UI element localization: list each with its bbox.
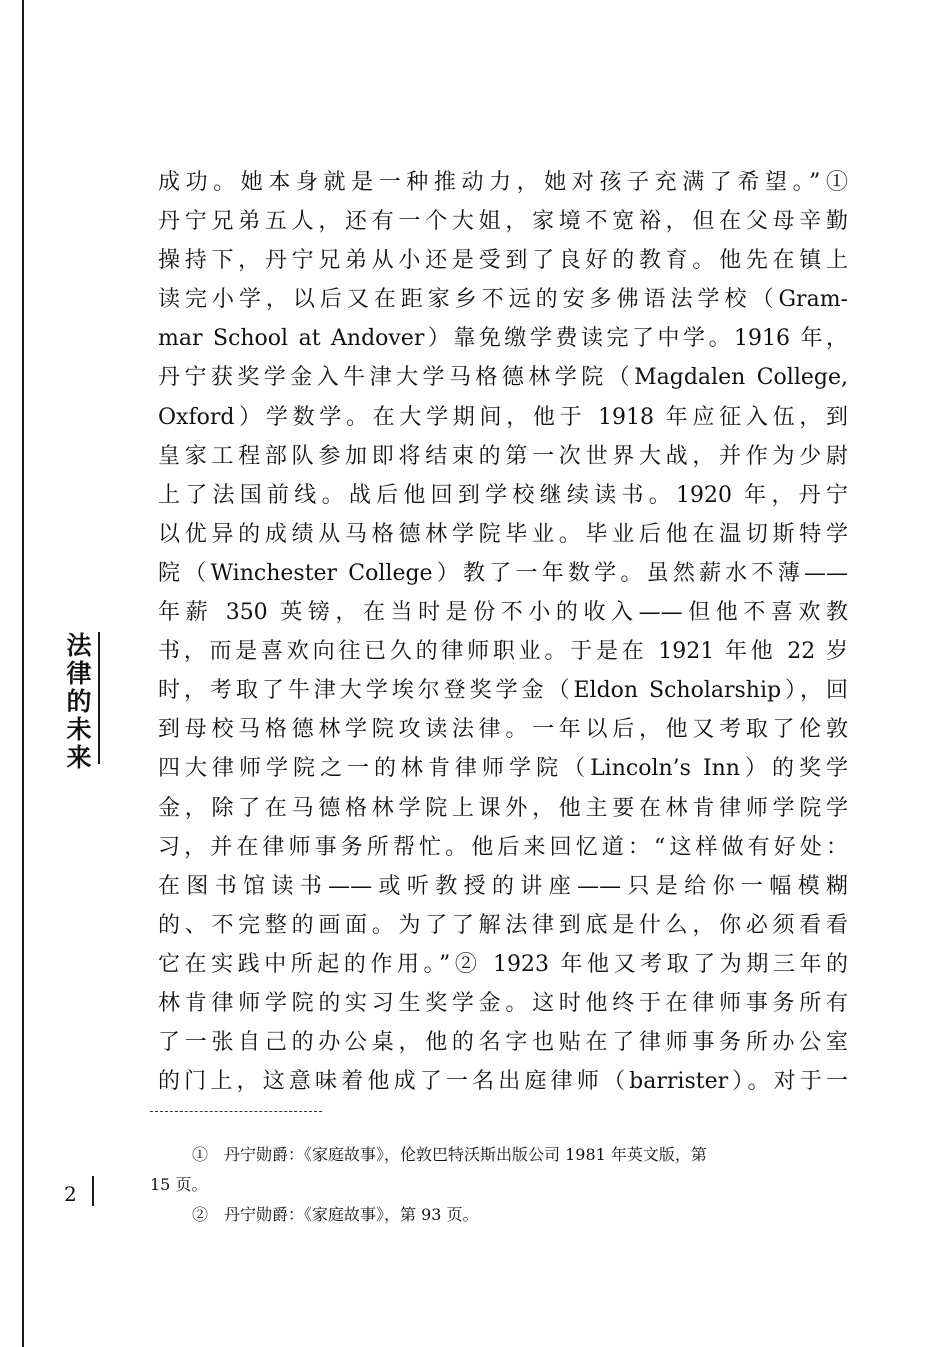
body-line: 到母校马格德林学院攻读法律。一年以后，他又考取了伦敦	[158, 717, 848, 743]
footnote-separator	[150, 1111, 322, 1112]
body-line: mar School at Andover）靠免缴学费读完了中学。1916 年，	[158, 326, 848, 352]
footnotes	[150, 1140, 840, 1230]
footnote-1: ① 丹宁勋爵：《家庭故事》，伦敦巴特沃斯出版公司 1981 年英文版，第	[192, 1145, 707, 1164]
page-number-rule	[92, 1176, 94, 1206]
body-line: 院（Winchester College）教了一年数学。虽然薪水不薄——	[158, 560, 848, 586]
body-line: 成功。她本身就是一种推动力，她对孩子充满了希望。”①	[158, 170, 848, 195]
footnote-1-continuation: 15 页。	[150, 1175, 208, 1194]
body-line: 它在实践中所起的作用。”② 1923 年他又考取了为期三年的	[158, 951, 848, 977]
body-line: Oxford）学数学。在大学期间，他于 1918 年应征入伍，到	[158, 404, 848, 430]
running-title-rule	[98, 632, 100, 764]
body-line: 读完小学，以后又在距家乡不远的安多佛语法学校（Gram-	[158, 287, 848, 313]
body-line: 丹宁获奖学金入牛津大学马格德林学院（Magdalen College,	[158, 365, 848, 391]
body-line: 操持下，丹宁兄弟从小还是受到了良好的教育。他先在镇上	[158, 248, 848, 274]
left-margin-rule	[22, 0, 24, 1347]
body-line: 在图书馆读书——或听教授的讲座——只是给你一幅模糊	[158, 873, 848, 899]
body-line: 林肯律师学院的实习生奖学金。这时他终于在律师事务所有	[158, 990, 848, 1016]
page-number: 2	[64, 1182, 77, 1206]
body-line: 上了法国前线。战后他回到学校继续读书。1920 年，丹宁	[158, 482, 848, 508]
body-text	[158, 163, 848, 1101]
body-line: 年薪 350 英镑，在当时是份不小的收入——但他不喜欢教	[158, 600, 848, 626]
body-line: 了一张自己的办公桌，他的名字也贴在了律师事务所办公室	[158, 1030, 848, 1056]
body-line: 金，除了在马德格林学院上课外，他主要在林肯律师学院学	[158, 795, 848, 821]
body-line: 书，而是喜欢向往已久的律师职业。于是在 1921 年他 22 岁	[158, 639, 848, 665]
body-line: 以优异的成绩从马格德林学院毕业。毕业后他在温切斯特学	[158, 521, 848, 547]
body-line: 的、不完整的画面。为了了解法律到底是什么，你必须看看	[158, 912, 848, 938]
body-line: 皇家工程部队参加即将结束的第一次世界大战，并作为少尉	[158, 443, 848, 469]
body-line: 习，并在律师事务所帮忙。他后来回忆道：“这样做有好处：	[158, 834, 848, 860]
body-line: 时，考取了牛津大学埃尔登奖学金（Eldon Scholarship），回	[158, 678, 848, 704]
body-line: 四大律师学院之一的林肯律师学院（Lincoln’s Inn）的奖学	[158, 756, 848, 782]
footnote-2: ② 丹宁勋爵：《家庭故事》，第 93 页。	[192, 1205, 479, 1224]
body-line: 丹宁兄弟五人，还有一个大姐，家境不宽裕，但在父母辛勤	[158, 209, 848, 235]
body-line: 的门上，这意味着他成了一名出庭律师（barrister）。对于一	[158, 1069, 848, 1095]
running-title: 法 律 的 未 来	[66, 631, 92, 772]
